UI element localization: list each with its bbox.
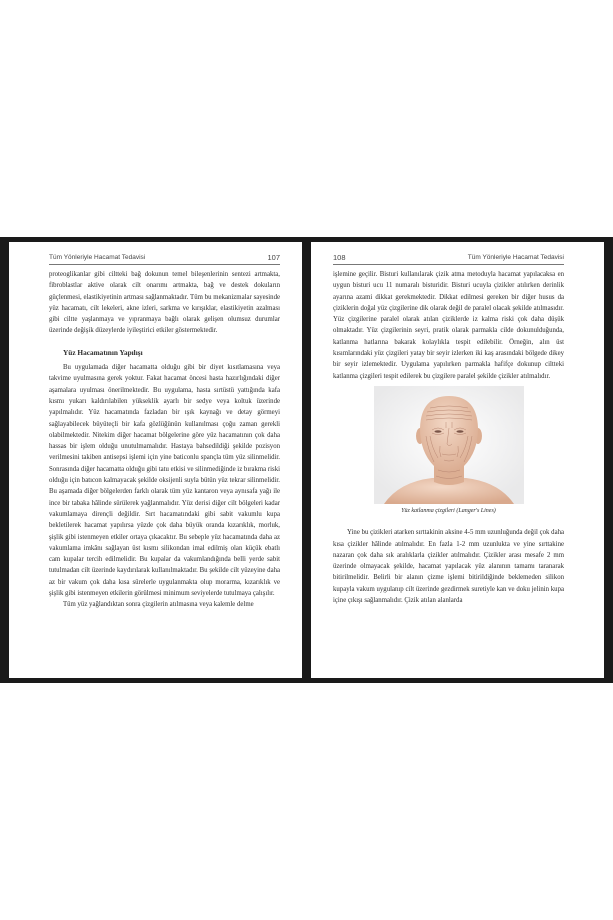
page-number: 107 <box>267 253 280 262</box>
langers-lines-face-image <box>374 386 524 504</box>
running-header <box>333 250 564 265</box>
header-title: Tüm Yönleriyle Hacamat Tedavisi <box>49 254 146 261</box>
right-page <box>311 242 604 678</box>
face-illustration <box>374 386 524 504</box>
page-body <box>49 269 280 611</box>
page-body <box>333 269 564 606</box>
left-page <box>9 242 302 678</box>
page-number: 108 <box>333 253 346 262</box>
running-header <box>49 250 280 265</box>
paragraph: Yine bu çizikleri atarken sırttakinin aksine 4-5 mm uzunluğunda değil çok daha kısa çizikler hâlinde atılmalıdır. En fazla 1-2 mm uzunlukta ve yine sırttakine nazaran çok daha sık aralıklarla çizikler atılmalıdır. Çizikler arası mesafe 2 mm üzerinde olmayacak şekilde, hacamat yapılacak yüz alanının tamamı taranarak bitirilmelidir. Belirli bir alanın çizme işlemi bitirildiğinde beklemeden silikon kupayla vakum uygulanıp cilt üzerinde gezdirmek suretiyle kan ve doku jelinin kupa içine çıkışı sağlanmalıdır. Çizik atılan alanlarda <box>333 529 564 605</box>
figure-caption: Yüz katlanma çizgileri (Langer's Lines) <box>401 507 496 514</box>
paragraph: işlemine geçilir. Bisturi kullanılarak çizik atma metoduyla hacamat yapılacaksa en uygun bisturi ucu 11 numaralı bisturidir. Bisturi ucuyla çizikler atılırken derinlik ayarına azami dikkat gerekmektedir. Dikkat edilmesi gereken bir diğer husus da çiziklerin doğal yüz çizgilerine dik olarak değil de paralel olacak şekilde atılmasıdır. Yüz çizgilerine paralel olarak atılan çiziklerde iz kalma riski çok daha düşük olmaktadır. Yüz çizgilerinin seyri, pratik olarak parmakla cilde dokunulduğunda, katlanma hatlarına bakarak kolaylıkla tespit edilebilir. Örneğin, alın üst kısımlarındaki yüz çizgileri yatay bir seyir izlerken iki kaş arasındaki bölgede dikey bir seyir izlemektedir. Uygulama yapılırken parmakla hafifçe dokunup ciltteki katlanma çizgileri tespit edilerek bu çizgilere paralel şekilde çizikler atılmalıdır. <box>333 271 564 380</box>
header-title: Tüm Yönleriyle Hacamat Tedavisi <box>467 254 564 261</box>
paragraph: Tüm yüz yağlandıktan sonra çizgilerin atılmasına veya kalemle delme <box>63 601 254 609</box>
paragraph: Bu uygulamada diğer hacamatta olduğu gibi bir diyet kısıtlamasına veya takvime uyulmasına gerek yoktur. Fakat hacamat öncesi hasta hazırlığındaki diğer aşamalara uyulması önerilmektedir. Bu uygulama, hasta sırtüstü yattığında kafa kısmı yukarı kaldırılabilen yükseklik ayarlı bir sedye veya koltuk üzerinde yapılmalıdır. Yüz hacamatında fazladan bir ışık kaynağı ve detay görmeyi sağlayabilecek büyüteçli bir kafa gözlüğünün kullanılması çoğu zaman gerekli olabilmektedir. Nitekim diğer hacamat bölgelerine göre yüz hacamatının çok daha hassas bir işlem olduğu unutulmamalıdır. Hastaya bahsedildiği şekilde pozisyon verilmesini takiben antisepsi işlemi için yine baticonlu spançla tüm yüz silinmelidir. Sonrasında diğer hacamatta olduğu gibi tatu etkisi ve silinmediğinde iz bırakma riski olduğu için batıcon kalmayacak şekilde oksijenli suyla bütün yüz tekrar silinmelidir. Bu aşamada diğer bölgelerden farklı olarak tüm yüz kantaron veya aynısafa yağı ile ince bir tabaka hâlinde sürülerek yağlanmalıdır. Yüz derisi diğer cilt bölgeleri kadar vakumlamaya dirençli değildir. Sırt hacamatındaki gibi sabit vakumlu kupa bekletilerek hacamat yapılırsa yüzde çok daha büyük oranda kızarıklık, morluk, şişlik gibi istenmeyen etkiler ortaya çıkacaktır. Bu sebeple yüz hacamatında daha az vakumlama imkânı sağlayan üst kısmı silikondan imal edilmiş olan küçük ebatlı cam kupalar tercih edilmelidir. Bu kupalar da vakumlandığında belli yerde sabit tutulmadan cilt üzerinde kaydırılarak kullanılmaktadır. Bu şekilde cilt yüzeyine daha az bir vakum çok daha kısa sürelerle uygulanmakta olup morarma, kızarıklık ve şişlik gibi istenmeyen etkilerin görülmesi minimum seviyelerde tutulmaya çalışılır. <box>49 364 280 598</box>
section-heading: Yüz Hacamatının Yapılışı <box>63 347 143 357</box>
paragraph: proteoglikanlar gibi ciltteki bağ dokunun temel bileşenlerinin sentezi artmakta, fibroblastlar aktive olarak cilt onarımı artmakta, bağ ve destek dokuların güçlenmesi, elastikiyetinin artması sağlanmaktadır. Tüm bu mekanizmalar sayesinde yüz hacamatı, cilt lekeleri, akne izleri, sarkma ve kırışıklar, elastikiyetin azalması gibi ciltte yaşlanmaya ve yıpranmaya bağlı olarak gelişen olumsuz durumlar üzerinde değişik düzeylerde iyileştirici etkiler göstermektedir. <box>49 271 280 335</box>
